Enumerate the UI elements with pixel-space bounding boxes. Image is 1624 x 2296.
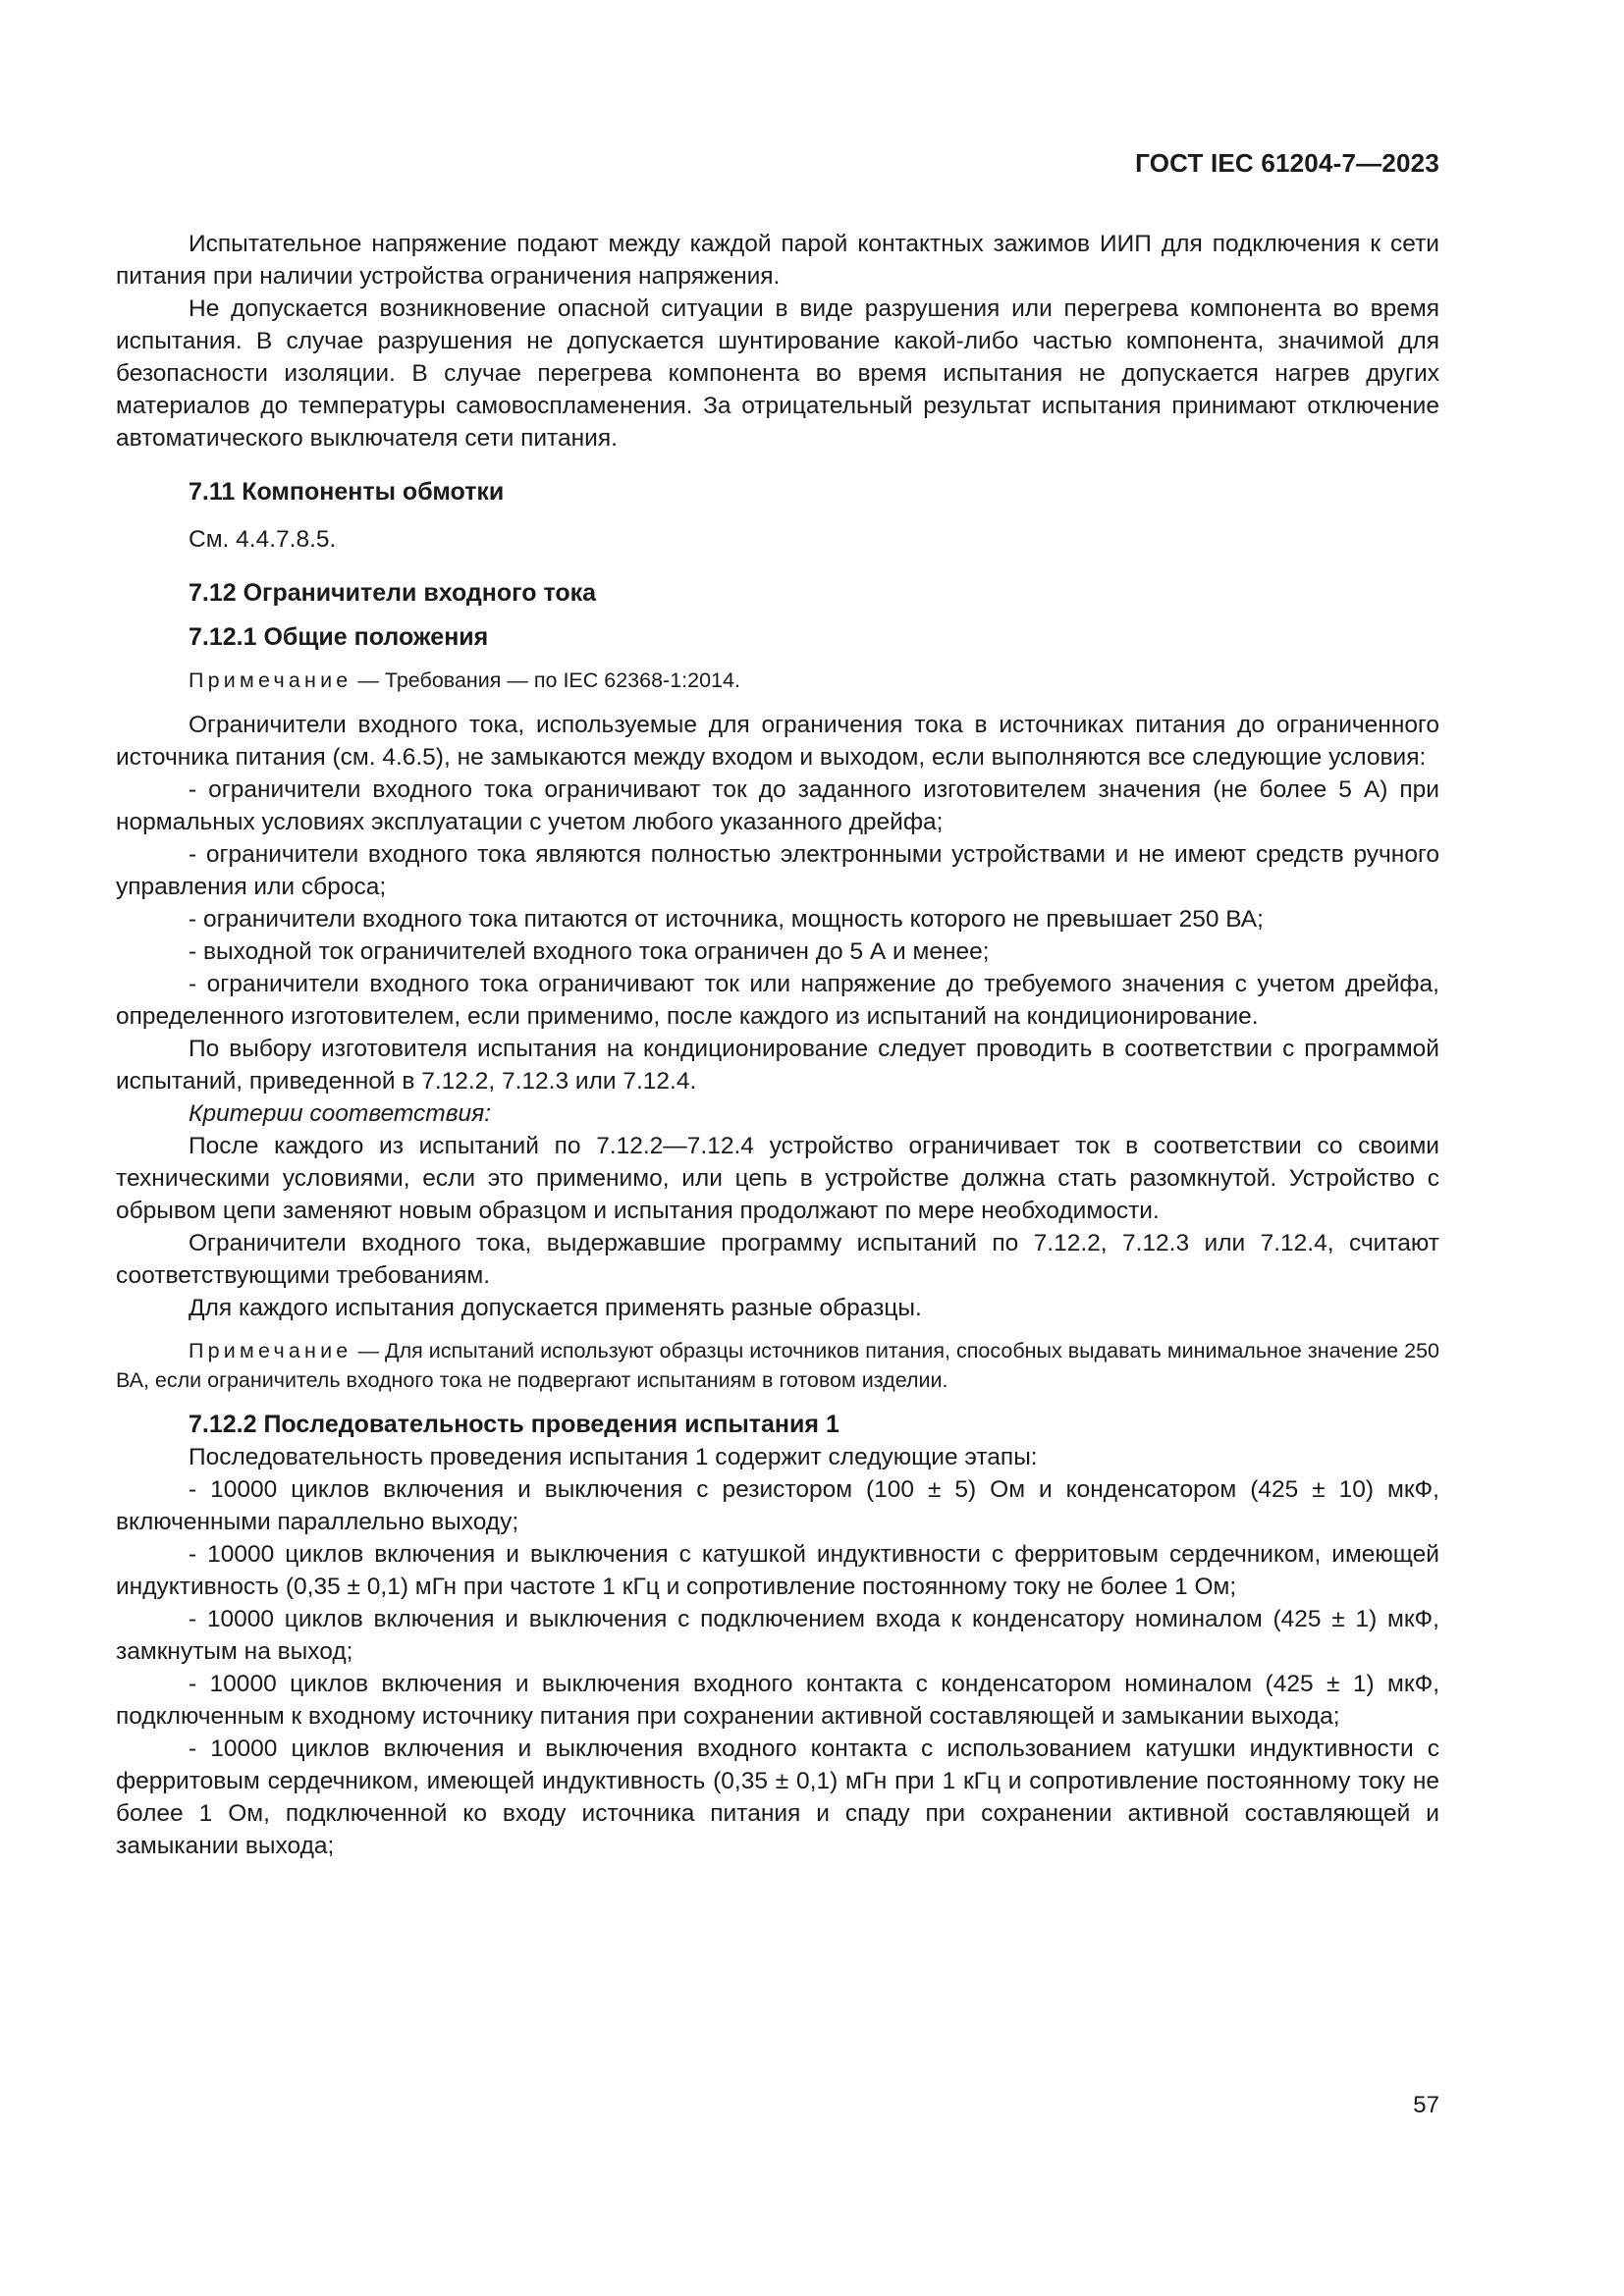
paragraph: Испытательное напряжение подают между каждой парой контактных зажимов ИИП для подключения к сети питания при наличии устройства ограничения напряжения. (116, 231, 1439, 290)
list-item: - 10000 циклов включения и выключения с катушкой индуктивности с ферритовым сердечником, имеющей индуктивность (0,35 ± 0,1) мГн при частоте 1 кГц и сопротивление постоянному току не более 1 Ом; (116, 1541, 1439, 1600)
list-item: - 10000 циклов включения и выключения входного контакта с конденсатором номиналом (425 ± 1) мкФ, подключенным к входному источнику питания при сохранении активной составляющей и замыкании выхода; (116, 1671, 1439, 1730)
paragraph: Для каждого испытания допускается применять разные образцы. (189, 1295, 922, 1321)
paragraph: См. 4.4.7.8.5. (189, 526, 337, 553)
note-label: Примечание (189, 1339, 352, 1362)
list-item: - 10000 циклов включения и выключения входного контакта с использованием катушки индуктивности с ферритовым сердечником, имеющей индуктивность (0,35 ± 0,1) мГн при 1 кГц и сопротивление постоянному току не более 1 Ом, подключенной ко входу источника питания и спаду при сохранении активной составляющей и замыкании выхода; (116, 1735, 1439, 1859)
list-item: - ограничители входного тока ограничивают ток до заданного изготовителем значения (не более 5 А) при нормальных условиях эксплуатации с учетом любого указанного дрейфа; (116, 776, 1439, 835)
list-item: - ограничители входного тока ограничивают ток или напряжение до требуемого значения с учетом дрейфа, определенного изготовителем, если применимо, после каждого из испытаний на кондиционирование. (116, 971, 1439, 1030)
paragraph: Ограничители входного тока, выдержавшие программу испытаний по 7.12.2, 7.12.3 или 7.12.4, считают соответствующими требованиям. (116, 1230, 1439, 1289)
list-item: - 10000 циклов включения и выключения с резистором (100 ± 5) Ом и конденсатором (425 ± 10) мкФ, включенными параллельно выходу; (116, 1476, 1439, 1535)
note-label: Примечание (189, 668, 352, 692)
list-item: - 10000 циклов включения и выключения с подключением входа к конденсатору номиналом (425 ± 1) мкФ, замкнутым на выход; (116, 1606, 1439, 1665)
note (116, 1336, 1439, 1395)
document-body (116, 228, 1439, 1862)
section-heading-7-12: 7.12 Ограничители входного тока (189, 579, 597, 607)
note (116, 666, 1439, 695)
list-item: - ограничители входного тока являются полностью электронными устройствами и не имеют средств ручного управления или сброса; (116, 841, 1439, 900)
list-item: - ограничители входного тока питаются от источника, мощность которого не превышает 250 ВА; (189, 906, 1264, 933)
page-number: 57 (1413, 2092, 1439, 2118)
criteria-label: Критерии соответствия: (189, 1100, 492, 1127)
note-text: — Для испытаний используют образцы источников питания, способных выдавать минимальное значение 250 ВА, если ограничитель входного тока не подвергают испытаниям в готовом изделии. (116, 1339, 1439, 1392)
section-heading-7-12-2: 7.12.2 Последовательность проведения испытания 1 (189, 1411, 839, 1438)
list-item: - выходной ток ограничителей входного тока ограничен до 5 А и менее; (189, 938, 990, 965)
note-text: — Требования — по IEC 62368-1:2014. (352, 668, 740, 692)
paragraph: После каждого из испытаний по 7.12.2—7.12.4 устройство ограничивает ток в соответствии со своими техническими условиями, если это применимо, или цепь в устройстве должна стать разомкнутой. Устройство с обрывом цепи заменяют новым образцом и испытания продолжают по мере необходимости. (116, 1133, 1439, 1224)
paragraph: Ограничители входного тока, используемые для ограничения тока в источниках питания до ограниченного источника питания (см. 4.6.5), не замыкаются между входом и выходом, если выполняются все следующие условия: (116, 712, 1439, 771)
paragraph: По выбору изготовителя испытания на кондиционирование следует проводить в соответствии с программой испытаний, приведенной в 7.12.2, 7.12.3 или 7.12.4. (116, 1036, 1439, 1095)
paragraph: Не допускается возникновение опасной ситуации в виде разрушения или перегрева компонента во время испытания. В случае разрушения не допускается шунтирование какой-либо частью компонента, значимой для безопасности изоляции. В случае перегрева компонента во время испытания не допускается нагрев других материалов до температуры самовоспламенения. За отрицательный результат испытания принимают отключение автоматического выключателя сети питания. (116, 295, 1439, 452)
section-heading-7-12-1: 7.12.1 Общие положения (189, 623, 489, 651)
paragraph: Последовательность проведения испытания 1 содержит следующие этапы: (189, 1444, 1038, 1470)
section-heading-7-11: 7.11 Компоненты обмотки (189, 478, 505, 506)
document-code-header: ГОСТ IEC 61204-7—2023 (1135, 148, 1439, 178)
